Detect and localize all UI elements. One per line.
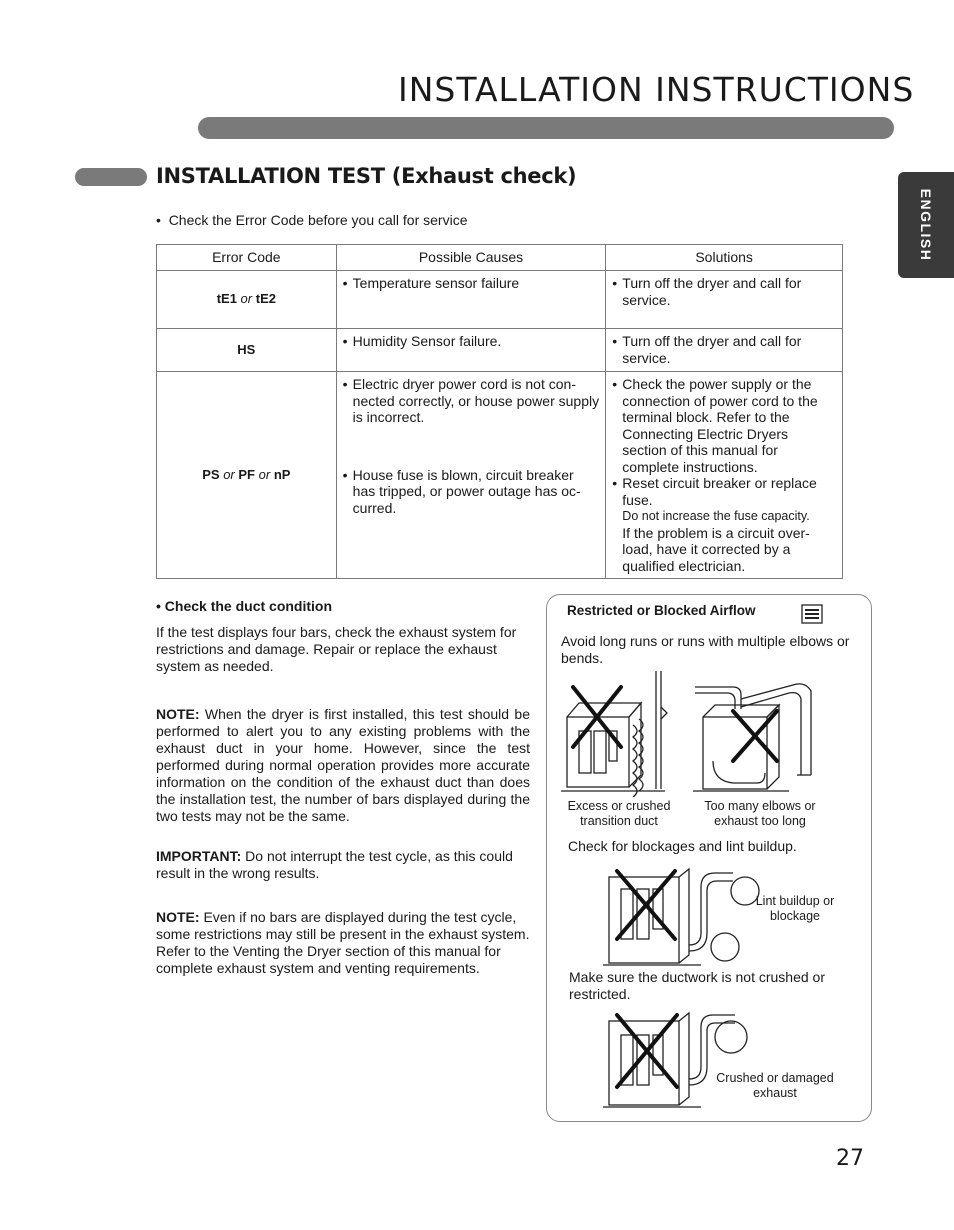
section-subtitle: (Exhaust check) [391,164,577,188]
solution-text: Reset circuit breaker or replace fuse. [622,475,817,508]
caption-lint-buildup: Lint buildup or blockage [755,894,835,923]
causes-cell: • Temperature sensor failure [336,271,606,329]
table-row [157,372,843,579]
code-separator: or [240,291,253,307]
important-label: IMPORTANT: [156,848,242,864]
column-header: Solutions [606,245,843,271]
code-separator: or [258,466,271,482]
important-paragraph [156,848,530,882]
restricted-airflow-panel [546,594,872,1122]
solutions-cell: • Turn off the dryer and call for service. [606,329,843,372]
error-code-cell [157,271,337,329]
solution-text: Turn off the dryer and call for service. [622,333,802,366]
note-label: NOTE: [156,909,200,925]
section-marker [75,168,147,186]
column-header: Possible Causes [336,245,606,271]
make-sure-text: Make sure the ductwork is not crushed or restricted. [569,969,826,1002]
caption-crushed-transition: Excess or crushed transition duct [567,799,671,828]
cause-text: Temperature sensor failure [352,275,520,291]
solution-text: Turn off the dryer and call for service. [622,275,802,308]
table-row [157,271,843,329]
display-icon [801,604,823,624]
note-text: When the dryer is first installed, this test should be performed to alert you to any existing problems with the exhaust duct in your home. However, since the test performed during normal operation provides more accurate information on the condition of the exhaust duct than does the installation test, the number of bars displayed during the two tests may not be the same. [156,706,530,824]
code-separator: or [223,466,235,482]
caption-crushed-exhaust: Crushed or damaged exhaust [716,1071,834,1100]
check-blockages-text: Check for blockages and lint buildup. [568,838,797,854]
section-title: INSTALLATION TEST [156,164,385,188]
caption-too-many-elbows: Too many elbows or exhaust too long [704,799,816,828]
cause-text: House fuse is blown, circuit breaker has tripped, or power outage has oc-curred. [352,466,581,516]
note-paragraph [156,909,530,977]
crushed-transition-duct-illustration [561,667,671,797]
lint-buildup-illustration [601,865,761,969]
panel-title: Restricted or Blocked Airflow [567,603,756,618]
table-row [157,329,843,372]
solution-note: If the problem is a circuit over-load, have it corrected by a qualified electrician. [622,524,810,574]
note-text: Even if no bars are displayed during the test cycle, some restrictions may still be present in the exhaust system. Refer to the Venting the Dryer section of this manual for complete exhaust system and venting requirements. [156,909,530,976]
language-tab-label: ENGLISH [918,188,934,262]
solutions-cell: • Check the power supply or the connection of power cord to the terminal block. Refer to the Connecting Electric Dryers section of this manual for complete instructions. • Reset circuit breaker or replace fuse. Do not increase the fuse capacity. If the problem is a circuit over-load, have it corrected by a qualified electrician. [606,372,843,579]
error-code: tE1 [216,291,237,307]
error-code-cell [157,329,337,372]
solution-text: Check the power supply or the connection of power cord to the terminal block. Refer to the Connecting Electric Dryers section of this manual for complete instructions. [622,376,818,475]
duct-heading-text: Check the duct condition [164,598,333,614]
page-number: 27 [836,1146,864,1171]
cause-text: Electric dryer power cord is not con-nected correctly, or house power supply is incorrect. [352,376,600,425]
cause-text: Humidity Sensor failure. [352,333,502,349]
error-code: PF [238,466,255,482]
solutions-cell: • Turn off the dryer and call for service. [606,271,843,329]
solution-note-small: Do not increase the fuse capacity. [622,509,810,523]
error-code: PS [202,466,220,482]
note-label: NOTE: [156,706,200,722]
causes-cell: • Humidity Sensor failure. [336,329,606,372]
error-code-table [156,244,843,579]
intro-text: Check the Error Code before you call for service [168,212,468,228]
panel-intro: Avoid long runs or runs with multiple elbows or bends. [561,633,850,666]
duct-heading: • Check the duct condition [156,598,333,614]
table-header-row [157,245,843,271]
duct-paragraph: If the test displays four bars, check the exhaust system for restrictions and damage. Repair or replace the exhaust system as needed. [156,624,517,674]
page-title: INSTALLATION INSTRUCTIONS [398,70,915,109]
intro-bullet: • Check the Error Code before you call for service [156,212,468,228]
note-paragraph [156,706,530,825]
important-text: Do not interrupt the test cycle, as this could result in the wrong results. [156,848,513,881]
causes-cell: • Electric dryer power cord is not con-nected correctly, or house power supply is incorrect. • House fuse is blown, circuit breaker has tripped, or power outage has oc-curred. [336,372,606,579]
section-heading [156,164,576,188]
column-header: Error Code [157,245,337,271]
too-many-elbows-illustration [693,681,823,797]
error-code: HS [237,341,256,357]
language-tab [898,172,954,278]
duct-condition-section [156,598,530,977]
title-divider-bar [198,117,894,139]
error-code: nP [273,466,291,482]
error-code-cell [157,372,337,579]
error-code: tE2 [255,291,276,307]
